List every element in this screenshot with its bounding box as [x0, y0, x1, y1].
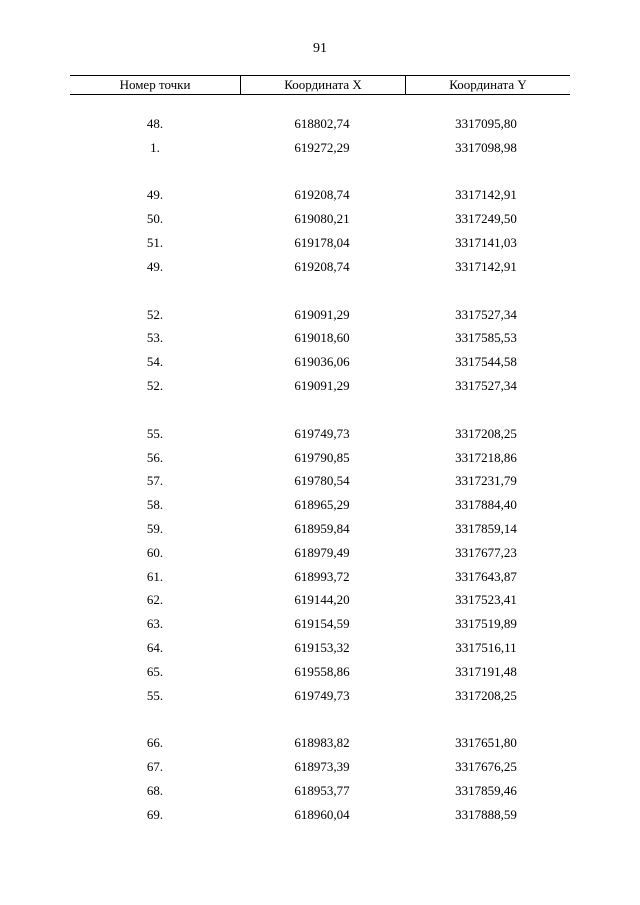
coordinate-x-cell: 618983,82 — [294, 735, 350, 751]
table-row — [70, 517, 570, 541]
point-number-cell: 63. — [146, 616, 164, 632]
coordinate-y-cell: 3317218,86 — [455, 449, 517, 465]
coordinate-y-cell: 3317208,25 — [455, 425, 517, 441]
table-row — [70, 636, 570, 660]
point-group — [70, 303, 570, 398]
table-row — [70, 779, 570, 803]
coordinate-y-cell: 3317249,50 — [455, 211, 517, 227]
coordinate-y-cell: 3317676,25 — [455, 759, 517, 775]
point-number-cell: 54. — [146, 354, 164, 370]
point-number-cell: 52. — [146, 306, 164, 322]
point-number-cell: 57. — [146, 473, 164, 489]
coordinate-x-cell: 619036,06 — [294, 354, 350, 370]
coordinate-y-cell: 3317859,14 — [455, 521, 517, 537]
coordinate-y-cell: 3317643,87 — [455, 568, 517, 584]
point-group — [70, 112, 570, 160]
table-row — [70, 755, 570, 779]
point-group — [70, 422, 570, 708]
point-number-cell: 55. — [146, 687, 164, 703]
table-row — [70, 565, 570, 589]
coordinate-x-cell: 619091,29 — [294, 378, 350, 394]
coordinate-x-cell: 619749,73 — [294, 687, 350, 703]
coordinate-y-cell: 3317098,98 — [455, 139, 517, 155]
coordinate-x-cell: 618960,04 — [294, 806, 350, 822]
point-number-cell: 69. — [146, 806, 164, 822]
coordinate-y-cell: 3317527,34 — [455, 378, 517, 394]
point-number-cell: 51. — [146, 235, 164, 251]
coordinate-y-cell: 3317651,80 — [455, 735, 517, 751]
table-row — [70, 374, 570, 398]
coordinate-x-cell: 619080,21 — [294, 211, 350, 227]
point-number-cell: 64. — [146, 640, 164, 656]
coordinate-y-cell: 3317519,89 — [455, 616, 517, 632]
coordinate-x-cell: 619144,20 — [294, 592, 350, 608]
coordinate-x-cell: 619749,73 — [294, 425, 350, 441]
coordinate-y-cell: 3317523,41 — [455, 592, 517, 608]
coordinate-y-cell: 3317527,34 — [455, 306, 517, 322]
table-row — [70, 255, 570, 279]
point-number-cell: 52. — [146, 378, 164, 394]
table-row — [70, 493, 570, 517]
point-number-cell: 65. — [146, 663, 164, 679]
coordinate-x-cell: 619153,32 — [294, 640, 350, 656]
coordinate-x-cell: 618993,72 — [294, 568, 350, 584]
table-row — [70, 803, 570, 827]
coordinate-x-cell: 619558,86 — [294, 663, 350, 679]
table-header — [70, 75, 570, 95]
table-row — [70, 231, 570, 255]
coordinate-x-cell: 619272,29 — [294, 139, 350, 155]
point-number-cell: 49. — [146, 258, 164, 274]
point-number-cell: 61. — [146, 568, 164, 584]
table-row — [70, 446, 570, 470]
point-number-cell: 67. — [146, 759, 164, 775]
point-number-cell: 66. — [146, 735, 164, 751]
coordinate-y-cell: 3317191,48 — [455, 663, 517, 679]
table-row — [70, 350, 570, 374]
header-coordinate-y: Координата Y — [449, 77, 527, 92]
point-number-cell: 62. — [146, 592, 164, 608]
coordinates-table — [70, 75, 570, 851]
point-number-cell: 48. — [146, 115, 164, 131]
coordinate-y-cell: 3317095,80 — [455, 115, 517, 131]
table-row — [70, 660, 570, 684]
page-number: 91 — [313, 41, 327, 56]
coordinate-y-cell: 3317888,59 — [455, 806, 517, 822]
table-row — [70, 589, 570, 613]
coordinate-x-cell: 619790,85 — [294, 449, 350, 465]
point-number-cell: 58. — [146, 497, 164, 513]
point-number-cell: 1. — [150, 139, 160, 155]
coordinate-x-cell: 618965,29 — [294, 497, 350, 513]
coordinate-x-cell: 619208,74 — [294, 187, 350, 203]
table-body — [70, 95, 570, 827]
point-number-cell: 68. — [146, 783, 164, 799]
table-row — [70, 470, 570, 494]
coordinate-x-cell: 619780,54 — [294, 473, 350, 489]
table-row — [70, 684, 570, 708]
coordinate-y-cell: 3317859,46 — [455, 783, 517, 799]
table-row — [70, 184, 570, 208]
point-group — [70, 732, 570, 827]
coordinate-y-cell: 3317677,23 — [455, 544, 517, 560]
coordinate-x-cell: 618953,77 — [294, 783, 350, 799]
table-row — [70, 327, 570, 351]
coordinate-y-cell: 3317884,40 — [455, 497, 517, 513]
coordinate-x-cell: 619154,59 — [294, 616, 350, 632]
point-number-cell: 55. — [146, 425, 164, 441]
table-row — [70, 112, 570, 136]
coordinate-y-cell: 3317142,91 — [455, 258, 517, 274]
header-coordinate-x: Координата X — [240, 76, 406, 94]
coordinate-y-cell: 3317208,25 — [455, 687, 517, 703]
coordinate-y-cell: 3317544,58 — [455, 354, 517, 370]
coordinate-y-cell: 3317231,79 — [455, 473, 517, 489]
point-number-cell: 59. — [146, 521, 164, 537]
point-number-cell: 56. — [146, 449, 164, 465]
coordinate-x-cell: 619018,60 — [294, 330, 350, 346]
point-number-cell: 50. — [146, 211, 164, 227]
coordinate-y-cell: 3317516,11 — [455, 640, 517, 656]
point-number-cell: 60. — [146, 544, 164, 560]
coordinate-x-cell: 619091,29 — [294, 306, 350, 322]
header-point-number: Номер точки — [119, 77, 191, 92]
point-number-cell: 53. — [146, 330, 164, 346]
coordinate-x-cell: 618802,74 — [294, 115, 350, 131]
table-row — [70, 732, 570, 756]
point-number-cell: 49. — [146, 187, 164, 203]
coordinate-x-cell: 619178,04 — [294, 235, 350, 251]
table-row — [70, 207, 570, 231]
coordinate-x-cell: 618973,39 — [294, 759, 350, 775]
coordinate-x-cell: 618959,84 — [294, 521, 350, 537]
table-row — [70, 303, 570, 327]
coordinate-x-cell: 619208,74 — [294, 258, 350, 274]
coordinate-x-cell: 618979,49 — [294, 544, 350, 560]
table-row — [70, 422, 570, 446]
coordinate-y-cell: 3317142,91 — [455, 187, 517, 203]
point-group — [70, 184, 570, 279]
coordinate-y-cell: 3317585,53 — [455, 330, 517, 346]
table-row — [70, 541, 570, 565]
table-row — [70, 612, 570, 636]
table-row — [70, 136, 570, 160]
coordinate-y-cell: 3317141,03 — [455, 235, 517, 251]
